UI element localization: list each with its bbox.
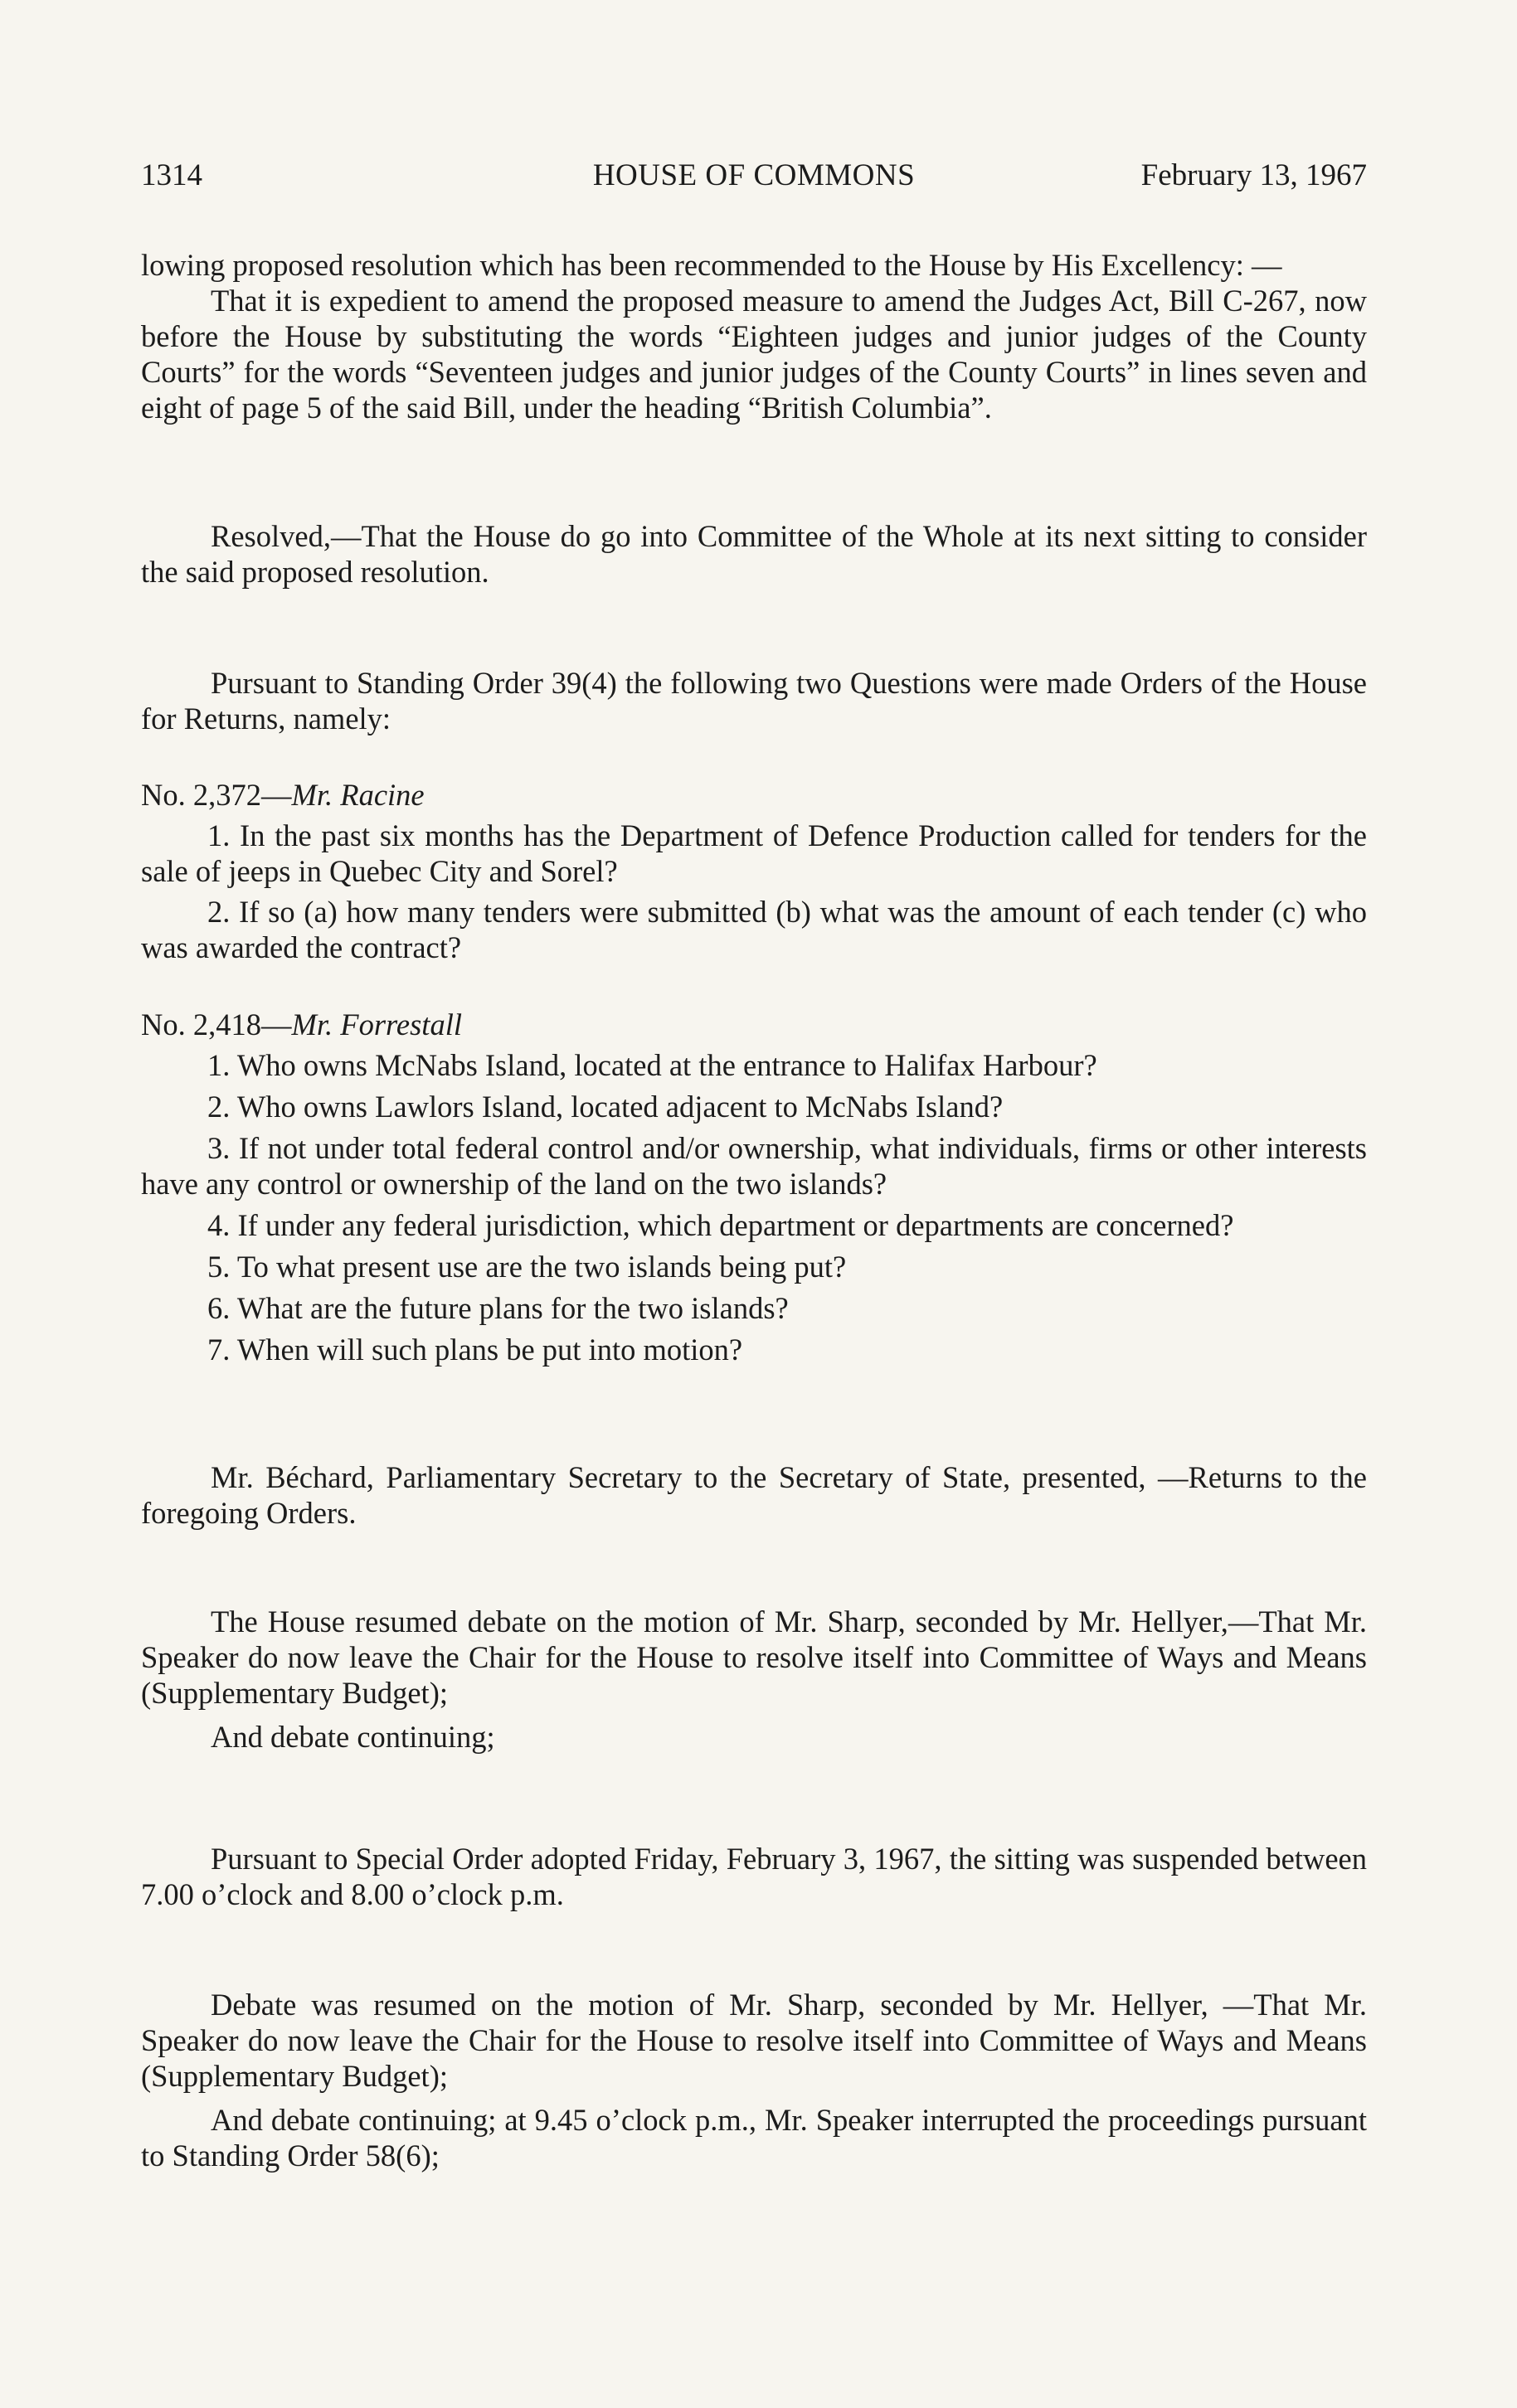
question-heading [141,1007,1367,1042]
question-member: Mr. Forrestall [291,1007,462,1041]
question-item: 7. When will such plans be put into motion? [207,1333,743,1367]
question-item: 1. Who owns McNabs Island, located at the entrance to Halifax Harbour? [207,1048,1097,1082]
question-forrestall [141,1007,1367,1367]
debate-section-1 [141,1604,1367,1755]
question-item: 2. Who owns Lawlors Island, located adjacent to McNabs Island? [207,1090,1004,1124]
suspension-section [141,1841,1367,1912]
question-item: 1. In the past six months has the Department of Defence Production called for tenders for the sale of jeeps in Quebec City and Sorel? [141,818,1367,888]
question-number: No. 2,372— [141,778,292,812]
returns-intro: Pursuant to Standing Order 39(4) the following two Questions were made Orders of the House for Returns, namely: [141,666,1367,736]
presented-section [141,1459,1367,1531]
debate-continuing: And debate continuing; [211,1720,495,1754]
presented-paragraph: Mr. Béchard, Parliamentary Secretary to the Secretary of State, presented, —Returns to the foregoing Orders. [141,1460,1367,1530]
debate-continuing: And debate continuing; at 9.45 o’clock p.m., Mr. Speaker interrupted the proceedings pursuant to Standing Order 58(6); [141,2103,1367,2173]
question-racine [141,777,1367,965]
returns-intro-section [141,665,1367,736]
question-item: 5. To what present use are the two islands being put? [207,1250,847,1284]
debate-paragraph: The House resumed debate on the motion of Mr. Sharp, seconded by Mr. Hellyer,—That Mr. Speaker do now leave the Chair for the House to resolve itself into Committee of Ways and Means (Supplementary Budget); [141,1605,1367,1710]
page-number: 1314 [141,158,202,192]
suspension-paragraph: Pursuant to Special Order adopted Friday, February 3, 1967, the sitting was suspended between 7.00 o’clock and 8.00 o’clock p.m. [141,1842,1367,1911]
debate-paragraph: Debate was resumed on the motion of Mr. Sharp, seconded by Mr. Hellyer, —That Mr. Speaker do now leave the Chair for the House to resolve itself into Committee of Ways and Means (Supplementary Budget); [141,1988,1367,2093]
resolution-body: That it is expedient to amend the proposed measure to amend the Judges Act, Bill C-267, now before the House by substituting the words “Eighteen judges and junior judges of the County Courts” for the words “Seventeen judges and junior judges of the County Courts” in lines seven and eight of page 5 of the said Bill, under the heading “British Columbia”. [141,284,1367,425]
question-item: 2. If so (a) how many tenders were submitted (b) what was the amount of each tender (c) who was awarded the contract? [141,895,1367,964]
page-date: February 13, 1967 [1140,158,1367,192]
page-header [141,158,1367,196]
question-item: 4. If under any federal jurisdiction, which department or departments are concerned? [207,1208,1234,1242]
resolution-section [141,247,1367,425]
question-number: No. 2,418— [141,1007,292,1041]
debate-section-2 [141,1987,1367,2173]
question-heading [141,777,1367,813]
resolution-intro: lowing proposed resolution which has been recommended to the House by His Excellency: — [141,248,1282,282]
question-item: 3. If not under total federal control and/or ownership, what individuals, firms or other interests have any control or ownership of the land on the two islands? [141,1131,1367,1201]
page-title: HOUSE OF COMMONS [592,158,916,192]
resolved-section [141,518,1367,590]
resolved-paragraph: Resolved,—That the House do go into Committee of the Whole at its next sitting to consider the said proposed resolution. [141,519,1367,589]
question-member: Mr. Racine [291,778,425,812]
question-item: 6. What are the future plans for the two islands? [207,1291,789,1325]
